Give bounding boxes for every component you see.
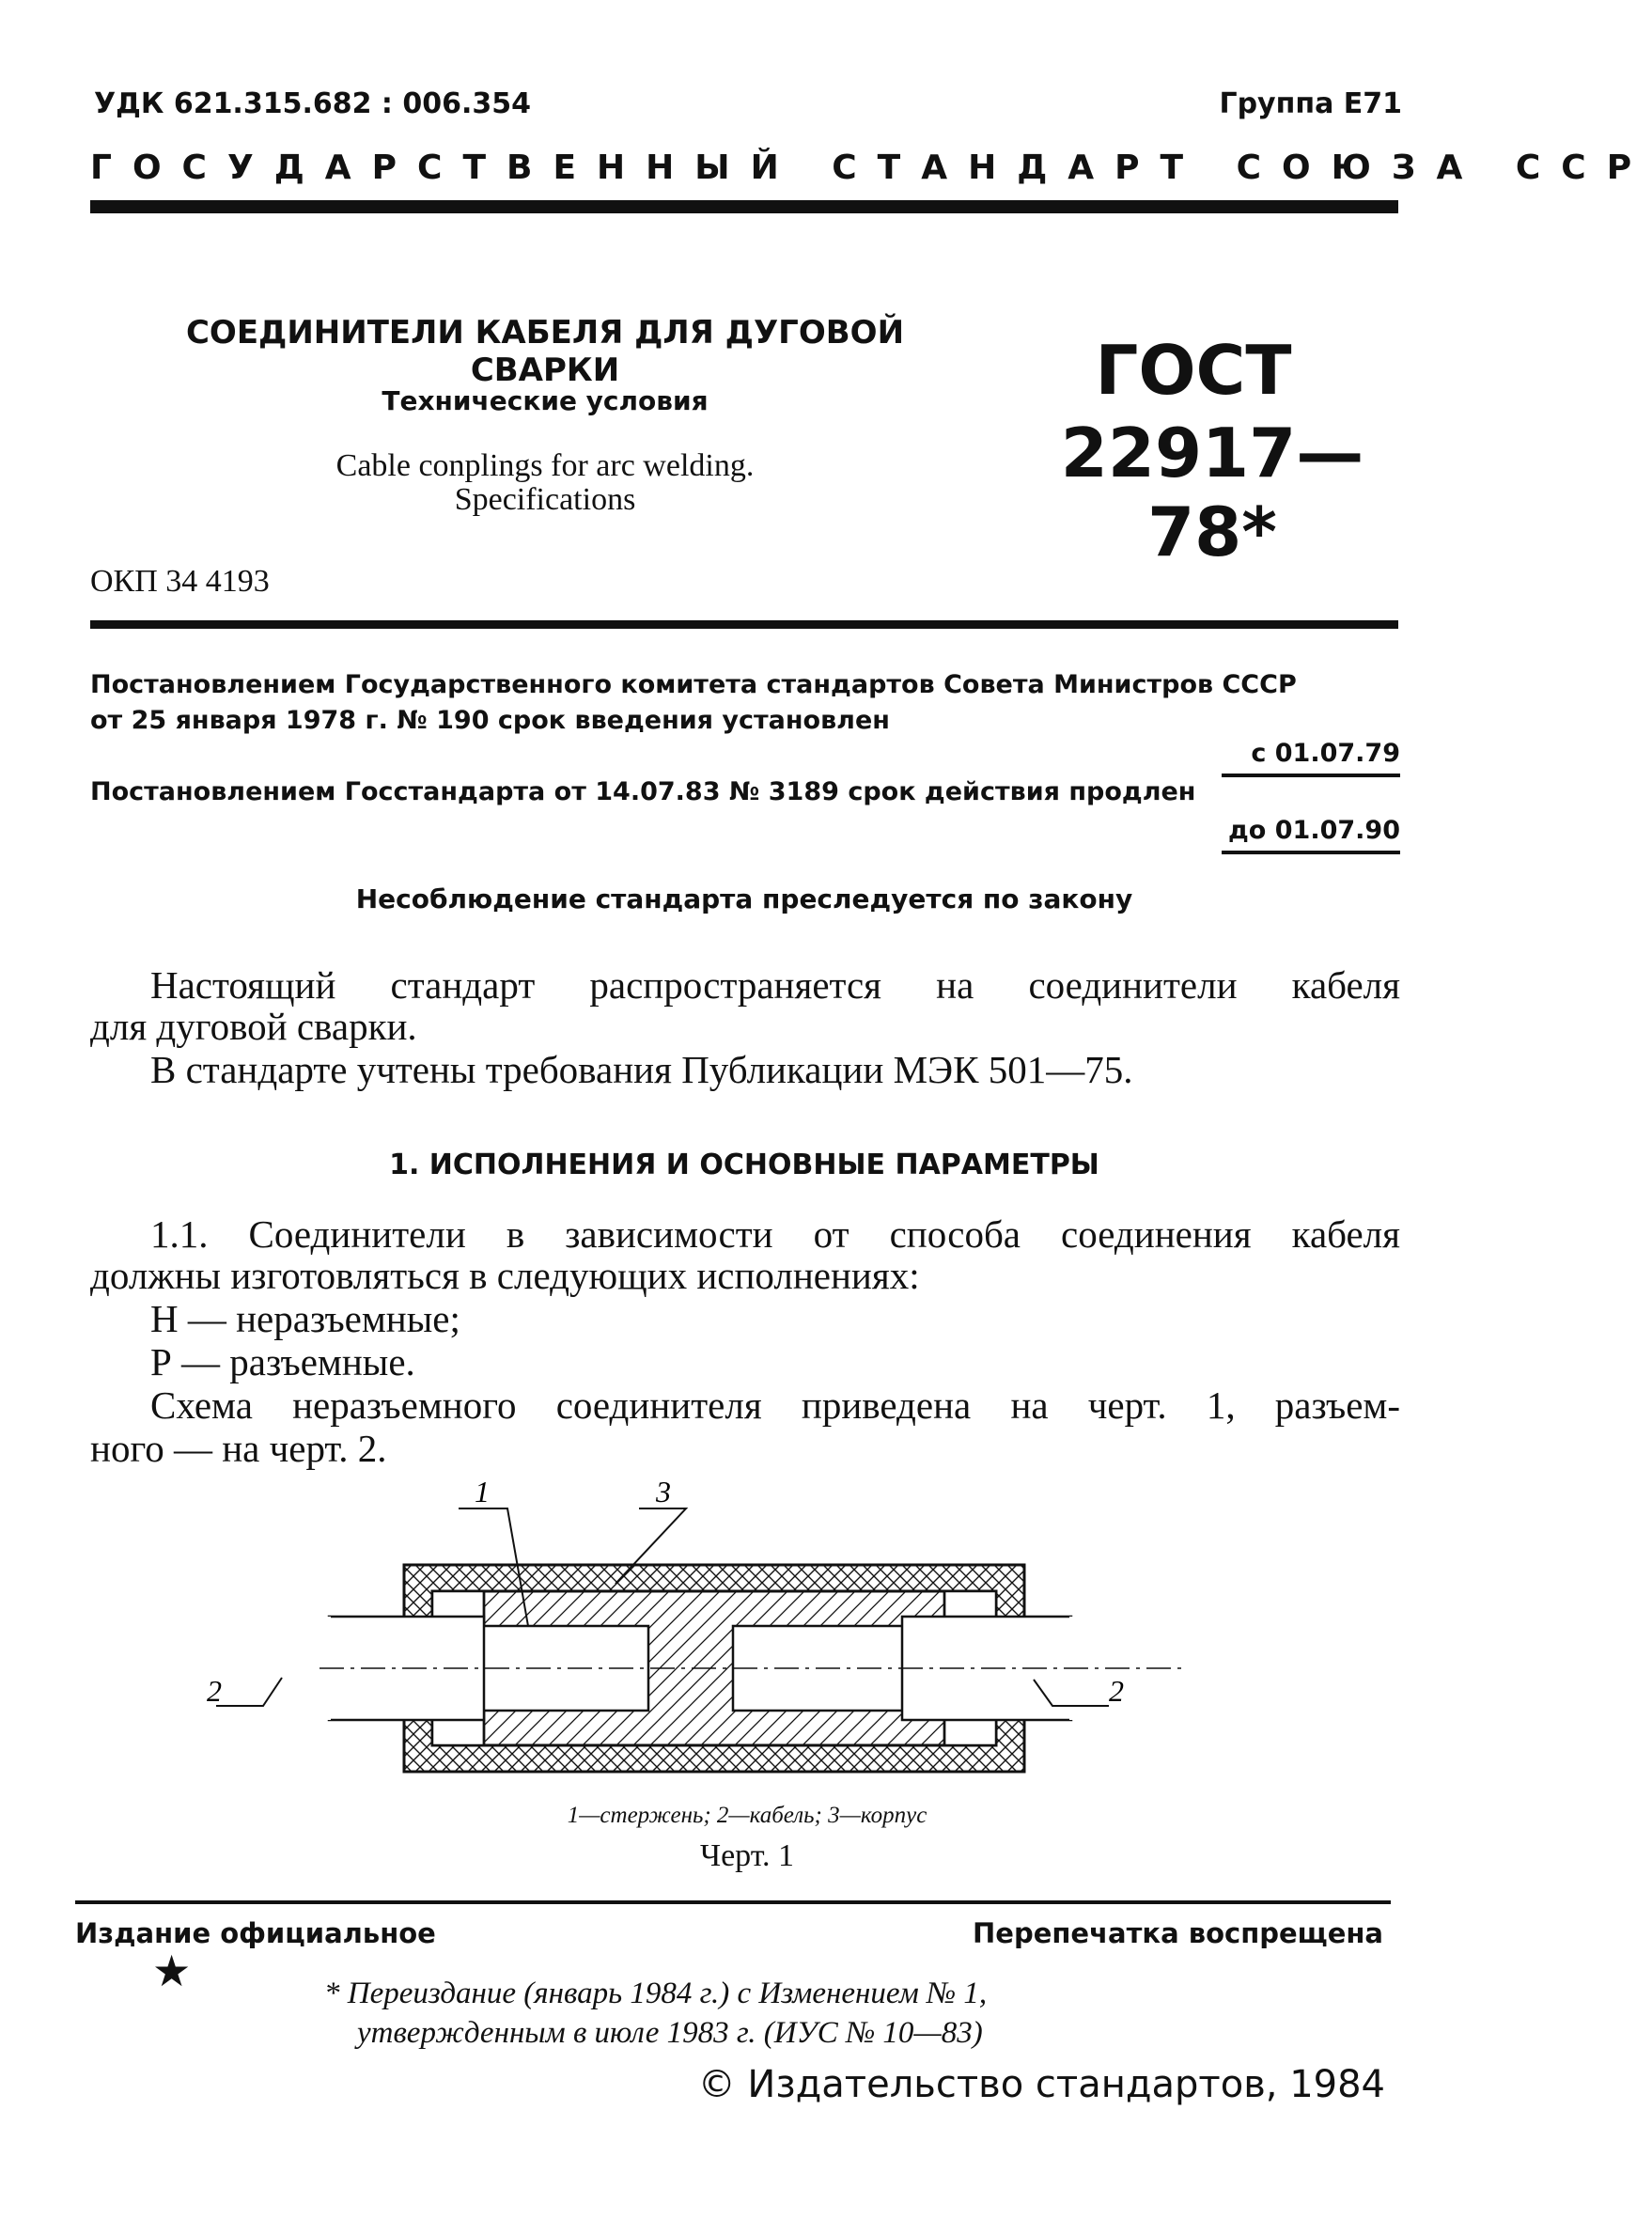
leader-2-left: [216, 1678, 282, 1706]
date-extended-underline: [1222, 851, 1400, 854]
english-title-line1: Cable conplings for arc welding.: [335, 448, 755, 483]
group-code: Группа Е71: [1219, 87, 1402, 120]
decree-line-3: Постановлением Госстандарта от 14.07.83 № 3189 срок действия продлен: [90, 777, 1196, 806]
star-icon: ★: [152, 1946, 192, 1996]
gost-number: 22917—78*: [1060, 414, 1364, 571]
standard-subtitle: Технические условия: [382, 385, 709, 416]
scheme-line-1: Схема неразъемного соединителя приведена на черт. 1, разъем-: [150, 1383, 1400, 1427]
header-rule: [90, 200, 1398, 213]
title-rule: [90, 620, 1398, 629]
english-title-line2: Specifications: [454, 482, 636, 517]
decree-line-1: Постановлением Государственного комитета стандартов Совета Министров СССР: [90, 670, 1297, 699]
variant-p: Р — разъемные.: [150, 1340, 415, 1383]
decree-line-2: от 25 января 1978 г. № 190 срок введения установлен: [90, 706, 890, 735]
clause-1-1-line-2: должны изготовляться в следующих исполнениях:: [90, 1254, 920, 1297]
official-edition: Издание официальное: [75, 1917, 436, 1949]
state-standard-banner: ГОСУДАРСТВЕННЫЙ СТАНДАРТ СОЮЗА ССР: [90, 148, 1652, 187]
label-1: 1: [475, 1475, 490, 1508]
english-title: [113, 449, 977, 517]
footer-rule: [75, 1900, 1391, 1904]
date-introduced: с 01.07.79: [1251, 739, 1400, 768]
copyright-notice: © Издательство стандартов, 1984: [697, 2063, 1385, 2106]
date-extended: до 01.07.90: [1228, 816, 1400, 845]
udk-code: УДК 621.315.682 : 006.354: [94, 87, 531, 120]
reissue-note-line-1: * Переиздание (январь 1984 г.) с Изменением № 1,: [324, 1977, 988, 2010]
intro-paragraph-2: В стандарте учтены требования Публикации МЭК 501—75.: [150, 1048, 1133, 1091]
standard-title: СОЕДИНИТЕЛИ КАБЕЛЯ ДЛЯ ДУГОВОЙ СВАРКИ: [185, 314, 905, 389]
intro-line-1: Настоящий стандарт распространяется на соединители кабеля: [150, 963, 1400, 1007]
clause-1-1-line-1: 1.1. Соединители в зависимости от способа соединения кабеля: [150, 1212, 1400, 1256]
okp-code: ОКП 34 4193: [90, 564, 270, 599]
figure-legend: 1—стержень; 2—кабель; 3—корпус: [567, 1803, 927, 1828]
label-3: 3: [656, 1475, 671, 1508]
reissue-note-line-2: утвержденным в июле 1983 г. (ИУС № 10—83): [357, 2016, 983, 2050]
section-1-heading: 1. ИСПОЛНЕНИЯ И ОСНОВНЫЕ ПАРАМЕТРЫ: [389, 1149, 1099, 1181]
variant-h: Н — неразъемные;: [150, 1297, 460, 1340]
label-2-right: 2: [1109, 1674, 1124, 1708]
intro-line-2: для дуговой сварки.: [90, 1005, 417, 1048]
date-introduced-underline: [1222, 774, 1400, 777]
connector-drawing: [207, 1471, 1212, 1800]
label-2-left: 2: [207, 1674, 222, 1708]
gost-label: ГОСТ: [1095, 331, 1292, 410]
reprint-prohibited: Перепечатка воспрещена: [973, 1917, 1383, 1949]
figure-caption: Черт. 1: [699, 1838, 795, 1873]
scheme-line-2: ного — на черт. 2.: [90, 1427, 387, 1470]
prosecution-notice: Несоблюдение стандарта преследуется по закону: [355, 883, 1133, 914]
